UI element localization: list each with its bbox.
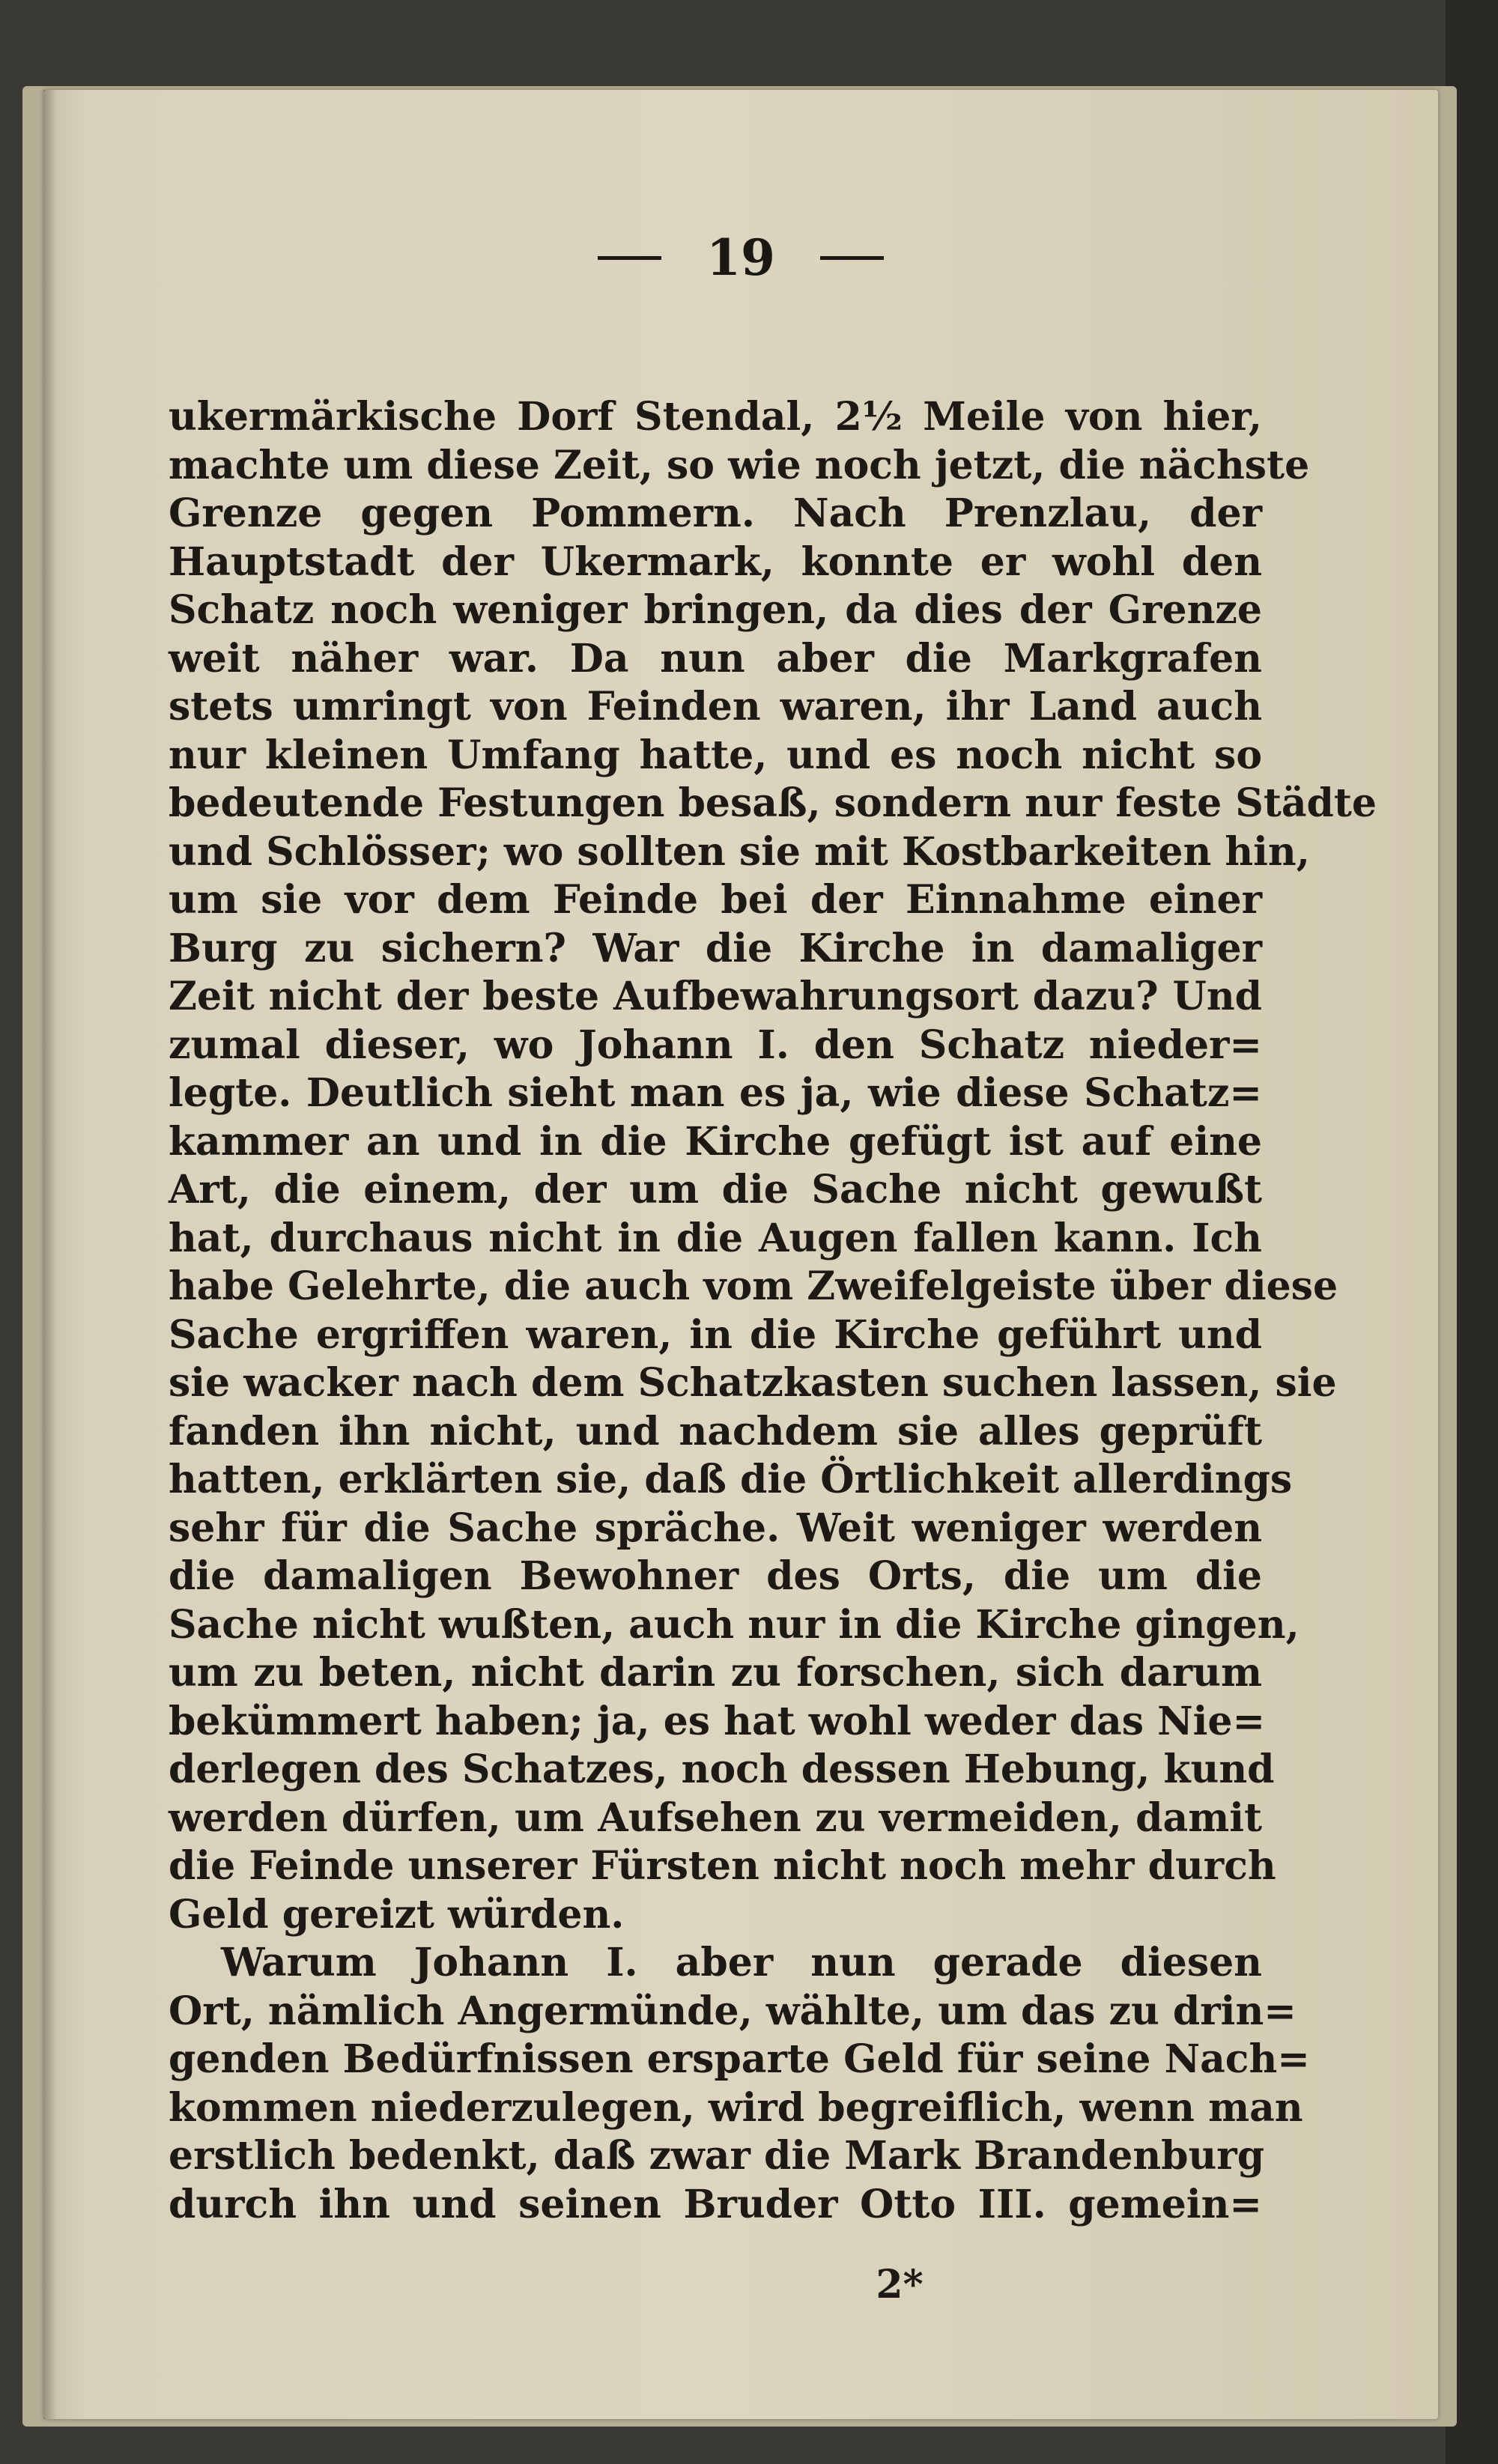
signature-mark-text: 2* [876,2262,924,2307]
header-dash-left [598,256,661,260]
header-dash-right [820,256,884,260]
text-line: Art, die einem, der um die Sache nicht gewußt [169,1167,1262,1213]
book-page [43,90,1438,2419]
text-line: Schatz noch weniger bringen, da dies der Grenze [169,587,1262,633]
text-line: derlegen des Schatzes, noch dessen Hebung, kund [169,1747,1275,1792]
body-text [169,393,1377,2229]
text-line: zumal dieser, wo Johann I. den Schatz nieder= [169,1022,1262,1068]
text-line: um sie vor dem Feinde bei der Einnahme einer [169,877,1262,923]
text-line: kammer an und in die Kirche gefügt ist auf eine [169,1118,1262,1165]
text-line: habe Gelehrte, die auch vom Zweifelgeiste über diese [169,1263,1338,1309]
signature-mark [43,2262,1438,2307]
text-line: Sache nicht wußten, auch nur in die Kirche gingen, [169,1601,1300,1648]
text-line: werden dürfen, um Aufsehen zu vermeiden, damit [169,1794,1262,1841]
text-line: Hauptstadt der Ukermark, konnte er wohl den [169,538,1262,585]
text-line: Geld gereizt würden. [169,1891,625,1937]
text-line: durch ihn und seinen Bruder Otto III. gemein= [169,2181,1262,2227]
text-line: erstlich bedenkt, daß zwar die Mark Brandenburg [169,2133,1265,2179]
text-line: kommen niederzulegen, wird begreiflich, wenn man [169,2084,1303,2131]
text-line: die Feinde unserer Fürsten nicht noch mehr durch [169,1843,1276,1889]
text-line: Sache ergriffen waren, in die Kirche geführt und [169,1311,1262,1358]
text-line: sie wacker nach dem Schatzkasten suchen lassen, sie [169,1360,1337,1406]
text-line: bedeutende Festungen besaß, sondern nur feste Städte [169,780,1377,826]
text-line: weit näher war. Da nun aber die Markgrafen [169,635,1262,682]
gutter-shadow [43,90,57,2419]
text-line: die damaligen Bewohner des Orts, die um die [169,1553,1262,1599]
text-line: Grenze gegen Pommern. Nach Prenzlau, der [169,491,1262,536]
text-line: legte. Deutlich sieht man es ja, wie diese Schatz= [169,1070,1262,1116]
text-line: Warum Johann I. aber nun gerade diesen [221,1940,1262,1985]
text-line: Burg zu sichern? War die Kirche in damaliger [169,925,1262,971]
text-line: nur kleinen Umfang hatte, und es noch nicht so [169,732,1262,778]
text-line: machte um diese Zeit, so wie noch jetzt, die nächste [169,442,1310,488]
text-line: bekümmert haben; ja, es hat wohl weder das Nie= [169,1698,1266,1744]
text-line: ukermärkische Dorf Stendal, 2½ Meile von hier, [169,394,1262,440]
page-number: 19 [706,228,775,287]
text-line: sehr für die Sache spräche. Weit weniger werden [169,1505,1262,1551]
text-line: fanden ihn nicht, und nachdem sie alles geprüft [169,1408,1262,1454]
text-line: hat, durchaus nicht in die Augen fallen kann. Ich [169,1215,1262,1261]
text-line: genden Bedürfnissen ersparte Geld für seine Nach= [169,2036,1310,2082]
text-line: um zu beten, nicht darin zu forschen, sich darum [169,1650,1262,1696]
text-line: Ort, nämlich Angermünde, wählte, um das zu drin= [169,1988,1297,2034]
page-header [43,228,1438,296]
text-line: Zeit nicht der beste Aufbewahrungsort dazu? Und [169,974,1262,1019]
text-line: und Schlösser; wo sollten sie mit Kostbarkeiten hin, [169,828,1310,875]
text-line: hatten, erklärten sie, daß die Örtlichkeit allerdings [169,1457,1293,1502]
text-line: stets umringt von Feinden waren, ihr Land auch [169,684,1262,729]
